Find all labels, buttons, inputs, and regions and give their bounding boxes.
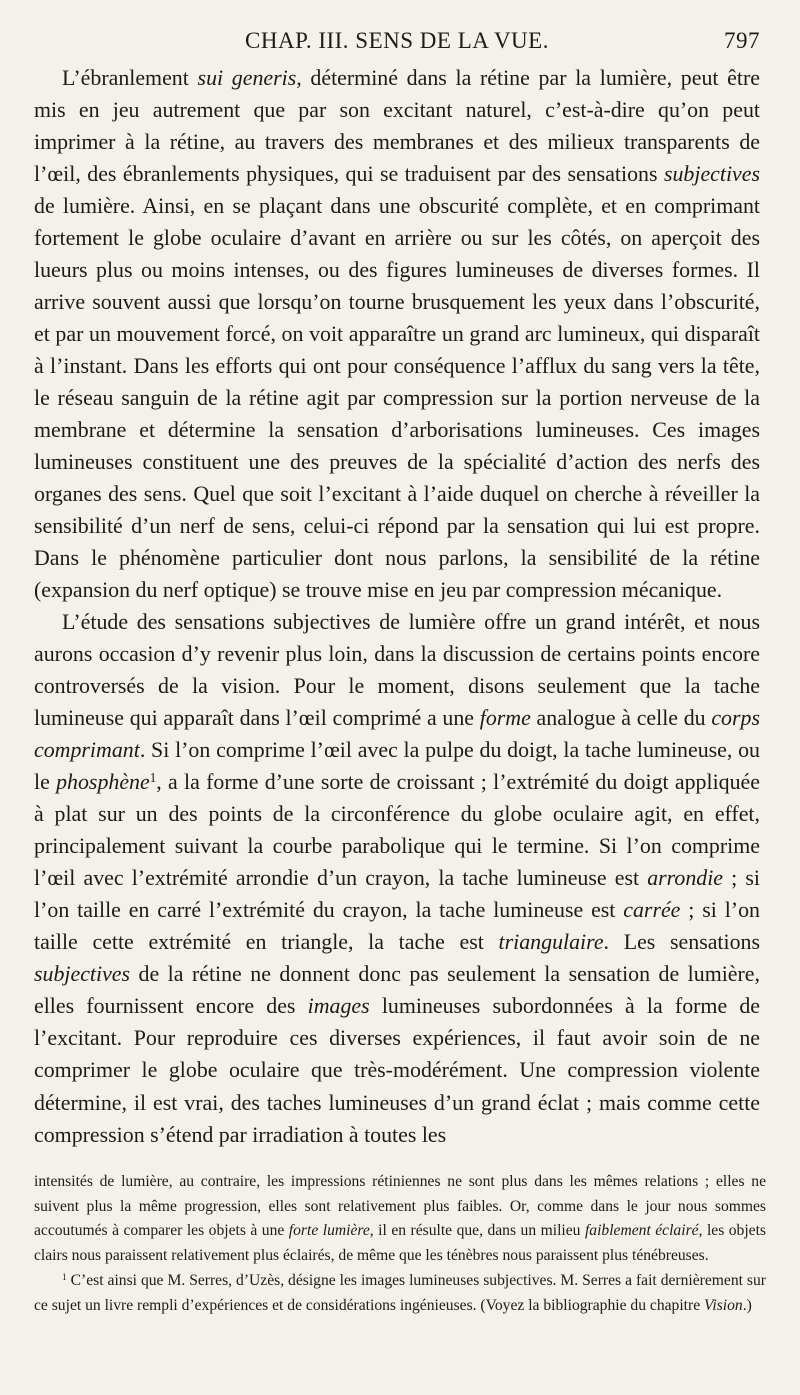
- italic-text: forte lumière: [288, 1222, 370, 1240]
- text-run: , a la forme d’une sorte de croissant ; l’extrémité du doigt appliquée à plat sur un des points de la circonférence du globe oculaire agit, en effet, principalement suivant la courbe parabolique qui le termine. Si l’on comprime l’œil avec l’extrémité arrondie d’un crayon, la tache lumineuse est: [34, 769, 760, 891]
- italic-text: images: [307, 993, 370, 1019]
- page-number: 797: [724, 28, 760, 53]
- main-text: [34, 62, 760, 1151]
- italic-text: phosphène: [56, 769, 150, 795]
- footnote-marker: 1: [149, 770, 157, 786]
- footnotes: [34, 1170, 766, 1318]
- footnote-marker: 1: [62, 1272, 67, 1283]
- text-run: , déterminé dans la rétine par la lumière, peut être mis en jeu autrement que par son excitant naturel, c’est-à-dire qu’on peut imprimer à la rétine, au travers des membranes et des milieux transparents de l’œil, des ébranlements physiques, qui se traduisent par des sensations: [34, 65, 760, 187]
- text-run: analogue à celle du: [530, 705, 712, 731]
- italic-text: Vision: [704, 1296, 743, 1314]
- text-run: ; si l’on taille en carré l’extrémité du crayon, la tache lumineuse est: [34, 865, 760, 923]
- text-run: de la rétine ne donnent donc pas seulement la sensation de lumière, elles fournissent encore des: [34, 961, 760, 1019]
- chapter-title: CHAP. III. SENS DE LA VUE.: [245, 28, 549, 53]
- note-continuation: [34, 1170, 766, 1269]
- footnote-1: [34, 1269, 766, 1318]
- paragraph-2: [34, 606, 760, 1150]
- text-run: intensités de lumière, au contraire, les impressions rétiniennes ne sont plus dans les mêmes relations ; elles ne suivent plus la même progression, elles sont relativement plus faibles. Or, comme dans le jour nous sommes accoutumés à comparer les objets à une: [34, 1173, 766, 1240]
- text-run: C’est ainsi que M. Serres, d’Uzès, désigne les images lumineuses subjectives. M. Serres a fait dernièrement sur ce sujet un livre rempli d’expériences et de considérations ingénieuses. (Voyez la bibliographie du chapitre: [34, 1271, 766, 1314]
- italic-text: triangulaire: [498, 929, 604, 955]
- text-run: L’étude des sensations subjectives de lumière offre un grand intérêt, et nous aurons occasion d’y revenir plus loin, dans la discussion de certains points encore controversés de la vision. Pour le moment, disons seulement que la tache lumineuse qui apparaît dans l’œil comprimé a une: [34, 609, 760, 731]
- italic-text: corps comprimant: [34, 705, 760, 763]
- paragraph-1: [34, 62, 760, 606]
- italic-text: sui generis: [197, 65, 297, 90]
- italic-text: forme: [479, 705, 531, 731]
- text-run: ; si l’on taille cette extrémité en triangle, la tache est: [34, 897, 760, 955]
- italic-text: arrondie: [647, 865, 724, 891]
- text-run: , il en résulte que, dans un milieu: [369, 1222, 585, 1240]
- italic-text: faiblement éclairé: [584, 1222, 699, 1240]
- text-run: . Les sensations: [603, 929, 760, 955]
- italic-text: subjectives: [663, 161, 760, 187]
- text-run: .): [742, 1296, 752, 1314]
- italic-text: carrée: [623, 897, 681, 923]
- running-header: [34, 28, 760, 62]
- text-run: lumineuses subordonnées à la forme de l’excitant. Pour reproduire ces diverses expériences, il faut avoir soin de ne comprimer le globe oculaire que très-modérément. Une compression violente détermine, il est vrai, des taches lumineuses d’un grand éclat ; mais comme cette compression s’étend par irradiation à toutes les: [34, 993, 761, 1147]
- text-run: L’ébranlement: [62, 65, 198, 90]
- text-run: de lumière. Ainsi, en se plaçant dans une obscurité complète, et en comprimant fortement le globe oculaire d’avant en arrière ou sur les côtés, on aperçoit des lueurs plus ou moins intenses, ou des figures lumineuses de diverses formes. Il arrive souvent aussi que lorsqu’on tourne brusquement les yeux dans l’obscurité, et par un mouvement forcé, on voit apparaître un grand arc lumineux, qui disparaît à l’instant. Dans les efforts qui ont pour conséquence l’afflux du sang vers la tête, le réseau sanguin de la rétine agit par compression sur la portion nerveuse de la membrane et détermine la sensation d’arborisations lumineuses. Ces images lumineuses constituent une des preuves de la spécialité d’action des nerfs des organes des sens. Quel que soit l’excitant à l’aide duquel on cherche à réveiller la sensibilité d’un nerf de sens, celui-ci répond par la sensation qui lui est propre. Dans le phénomène particulier dont nous parlons, la sensibilité de la rétine (expansion du nerf optique) se trouve mise en jeu par compression mécanique.: [34, 193, 760, 603]
- text-run: . Si l’on comprime l’œil avec la pulpe du doigt, la tache lumineuse, ou le: [34, 737, 760, 795]
- text-run: , les objets clairs nous paraissent relativement plus éclairés, de même que les ténèbres nous paraissent plus ténébreuses.: [34, 1222, 766, 1265]
- italic-text: subjectives: [34, 961, 131, 987]
